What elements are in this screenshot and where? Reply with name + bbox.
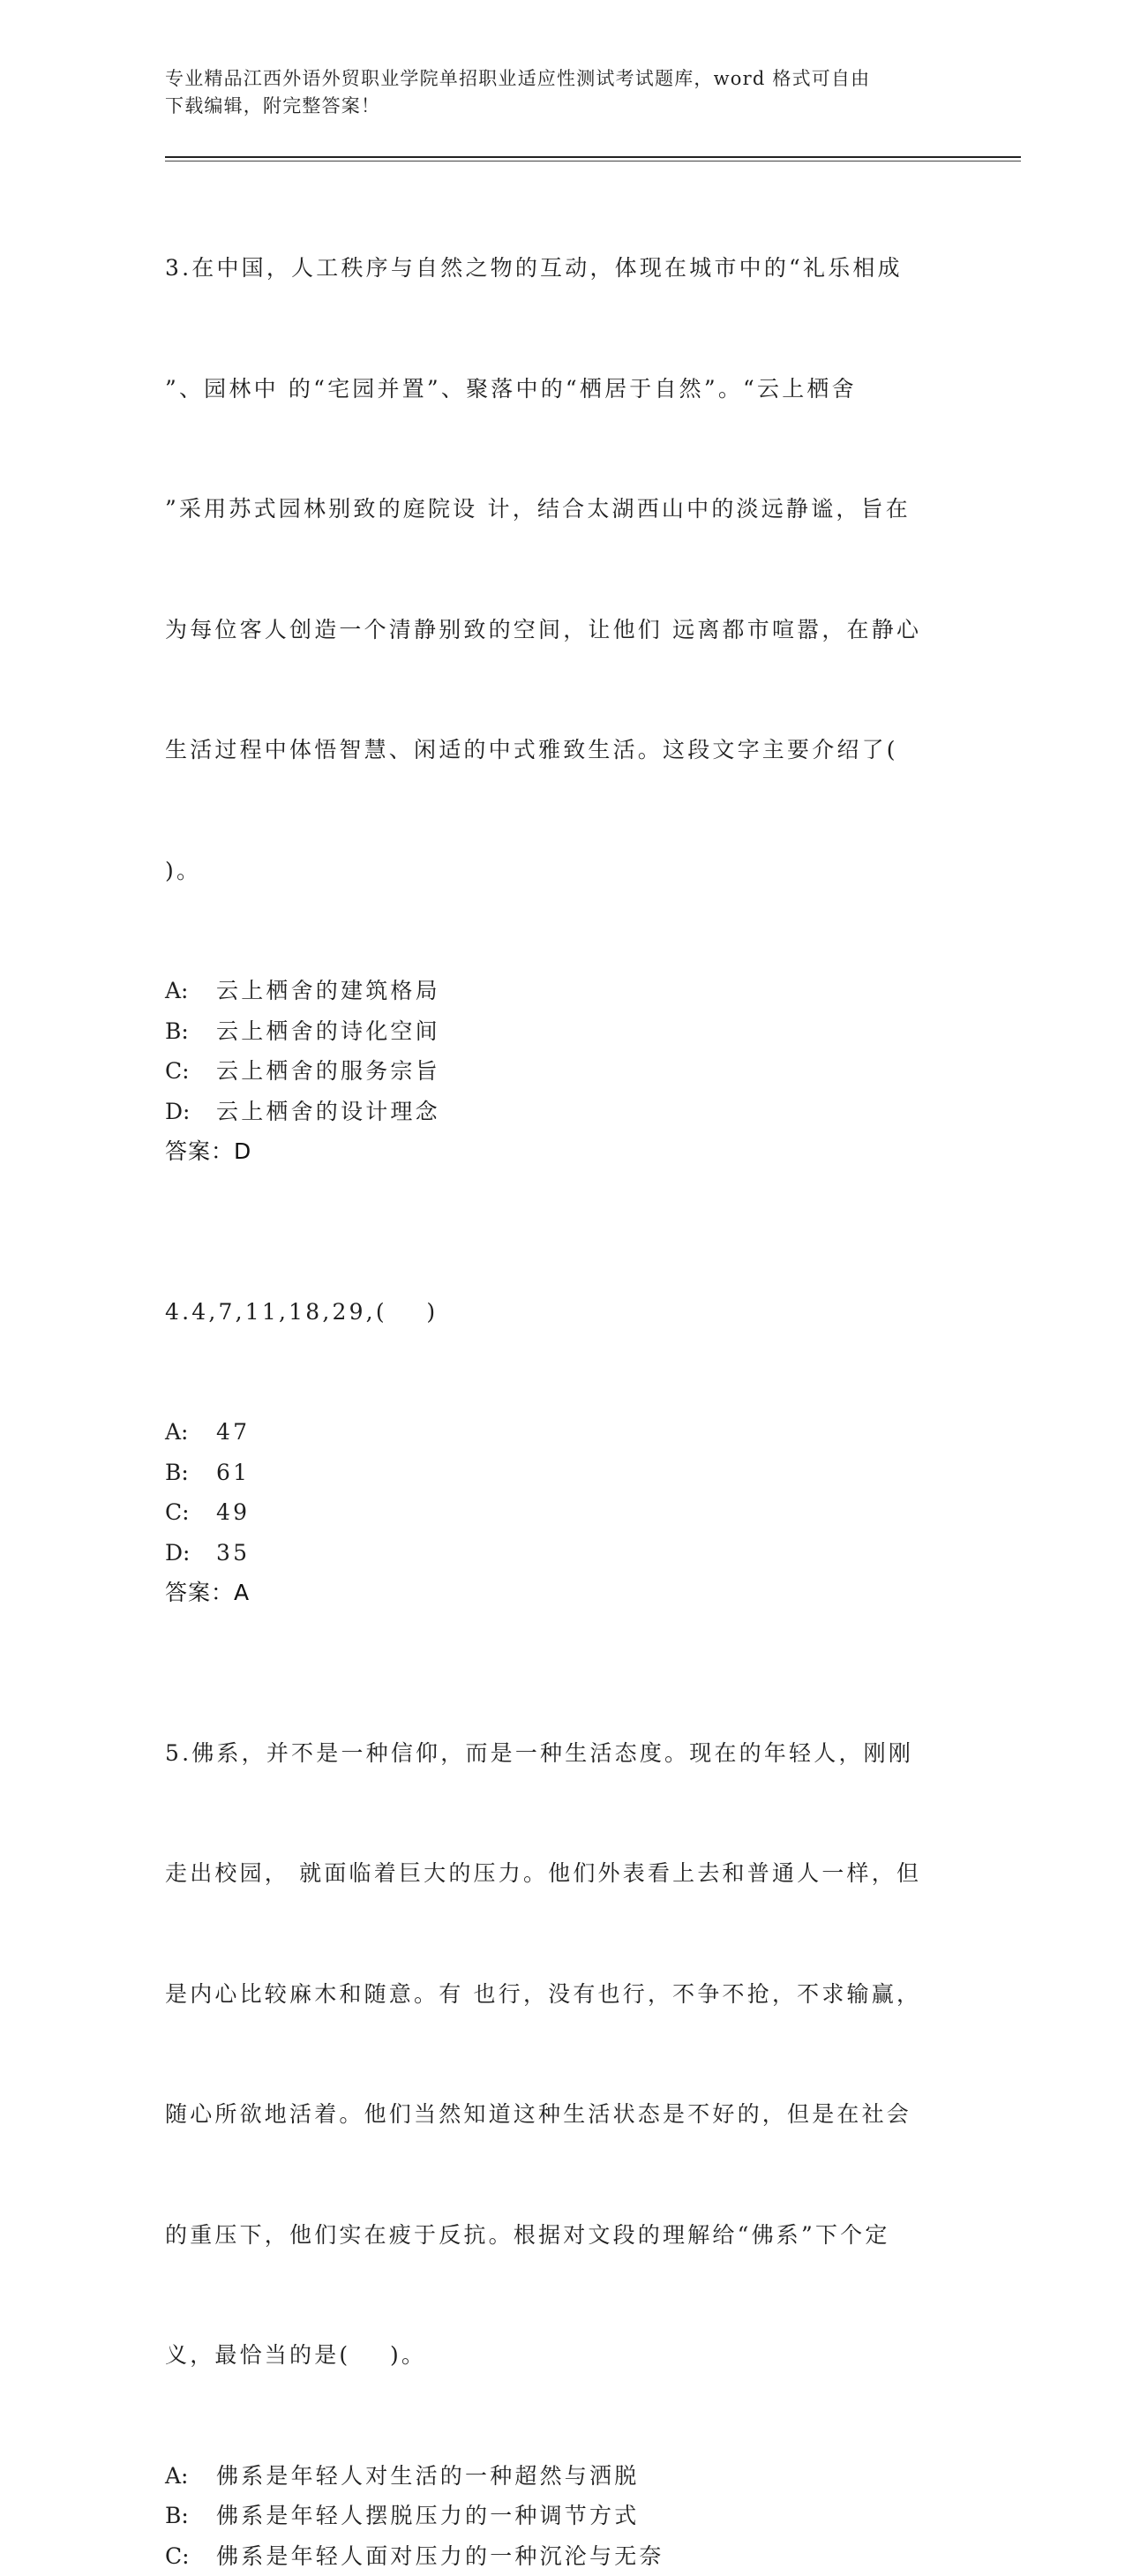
- stem-line: ”采用苏式园林别致的庭院设 计，结合太湖西山中的淡远静谧，旨在: [165, 489, 964, 529]
- option-b: [165, 1453, 964, 1493]
- header-line-2: 下载编辑，附完整答案！: [165, 93, 959, 120]
- option-text: 49: [216, 1499, 250, 1525]
- option-a: [165, 971, 964, 1011]
- option-letter: A:: [165, 2456, 216, 2497]
- option-letter: B:: [165, 1453, 216, 1493]
- header-line-1: 专业精品江西外语外贸职业学院单招职业适应性测试考试题库，word 格式可自由: [165, 65, 959, 93]
- stem-line: 生活过程中体悟智慧、闲适的中式雅致生活。这段文字主要介绍了(: [165, 730, 964, 770]
- question-4: [165, 1212, 964, 1613]
- answer-line: 答案：D: [165, 1131, 964, 1172]
- option-letter: C:: [165, 1051, 216, 1092]
- option-a: [165, 1412, 964, 1453]
- stem-line: 义，最恰当的是( )。: [165, 2335, 964, 2376]
- header-rule-thick: [165, 156, 1021, 158]
- option-text: 云上栖舍的服务宗旨: [216, 1058, 440, 1084]
- option-text: 61: [216, 1460, 250, 1485]
- option-text: 47: [216, 1419, 250, 1445]
- question-5: [165, 1653, 964, 2576]
- stem-line: ”、园林中 的“宅园并置”、聚落中的“栖居于自然”。“云上栖舍: [165, 369, 964, 409]
- question-stem: [165, 1653, 964, 2456]
- option-text: 云上栖舍的诗化空间: [216, 1018, 440, 1044]
- stem-line: 5.佛系，并不是一种信仰，而是一种生活态度。现在的年轻人，刚刚: [165, 1733, 964, 1774]
- option-c: [165, 1492, 964, 1533]
- stem-line: 是内心比较麻木和随意。有 也行，没有也行，不争不抢，不求输赢，: [165, 1974, 964, 2015]
- stem-line: )。: [165, 851, 964, 891]
- option-text: 35: [216, 1540, 250, 1566]
- question-3: [165, 168, 964, 1172]
- question-list: [165, 168, 964, 2576]
- option-c: [165, 2536, 964, 2576]
- option-letter: C:: [165, 2536, 216, 2576]
- stem-line: 走出校园， 就面临着巨大的压力。他们外表看上去和普通人一样，但: [165, 1853, 964, 1894]
- question-spacer: [165, 1172, 964, 1212]
- stem-line: 4.4,7,11,18,29,( ): [165, 1292, 964, 1333]
- question-stem: [165, 168, 964, 971]
- option-letter: D:: [165, 1092, 216, 1132]
- stem-line: 为每位客人创造一个清静别致的空间，让他们 远离都市喧嚣，在静心: [165, 610, 964, 650]
- option-letter: C:: [165, 1492, 216, 1533]
- option-a: [165, 2456, 964, 2497]
- answer-line: 答案：A: [165, 1573, 964, 1613]
- option-text: 佛系是年轻人面对压力的一种沉沦与无奈: [216, 2543, 664, 2569]
- option-letter: B:: [165, 2496, 216, 2536]
- question-spacer: [165, 1613, 964, 1653]
- option-text: 云上栖舍的建筑格局: [216, 978, 440, 1003]
- option-c: [165, 1051, 964, 1092]
- document-header: [165, 65, 959, 120]
- option-b: [165, 2496, 964, 2536]
- stem-line: 随心所欲地活着。他们当然知道这种生活状态是不好的，但是在社会: [165, 2094, 964, 2135]
- option-text: 云上栖舍的设计理念: [216, 1099, 440, 1124]
- option-letter: A:: [165, 1412, 216, 1453]
- option-b: [165, 1011, 964, 1052]
- question-stem: [165, 1212, 964, 1413]
- option-letter: A:: [165, 971, 216, 1011]
- option-d: [165, 1533, 964, 1573]
- option-text: 佛系是年轻人对生活的一种超然与洒脱: [216, 2463, 639, 2489]
- option-letter: D:: [165, 1533, 216, 1573]
- option-d: [165, 1092, 964, 1132]
- stem-line: 3.在中国，人工秩序与自然之物的互动，体现在城市中的“礼乐相成: [165, 248, 964, 289]
- stem-line: 的重压下，他们实在疲于反抗。根据对文段的理解给“佛系”下个定: [165, 2215, 964, 2256]
- option-letter: B:: [165, 1011, 216, 1052]
- option-text: 佛系是年轻人摆脱压力的一种调节方式: [216, 2503, 639, 2528]
